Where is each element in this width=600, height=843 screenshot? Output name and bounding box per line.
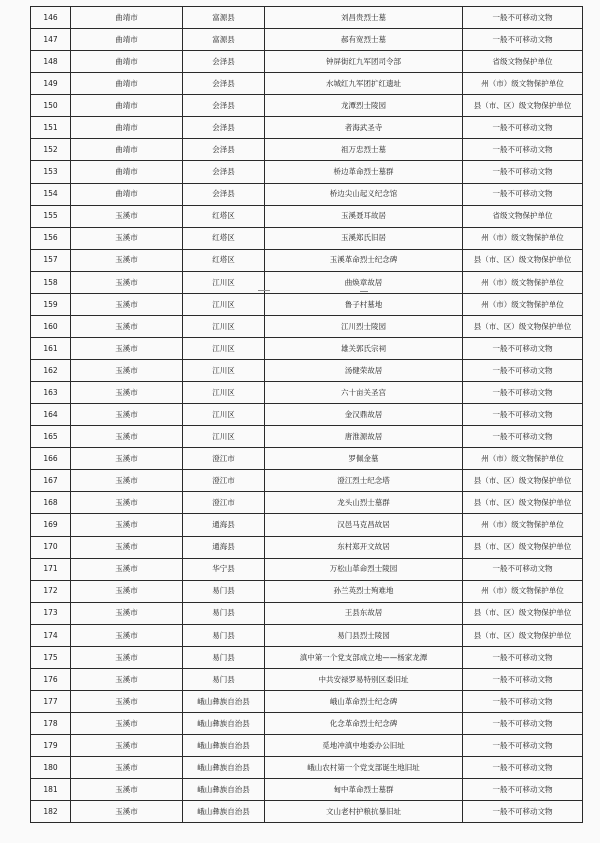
protection-level-cell: 一般不可移动文物 (463, 757, 583, 779)
site-name-cell: 峨山革命烈士纪念碑 (265, 690, 463, 712)
table-row (31, 492, 583, 514)
county-cell: 峨山彝族自治县 (183, 801, 265, 823)
scan-artifact-line (360, 291, 368, 292)
county-cell: 易门县 (183, 602, 265, 624)
city-cell: 玉溪市 (71, 271, 183, 293)
protection-level-cell: 县（市、区）级文物保护单位 (463, 470, 583, 492)
site-name-cell: 鲁子村墓地 (265, 293, 463, 315)
serial-number-cell: 153 (31, 161, 71, 183)
site-name-cell: 江川烈士陵园 (265, 315, 463, 337)
serial-number-cell: 174 (31, 624, 71, 646)
serial-number-cell: 161 (31, 337, 71, 359)
protection-level-cell: 一般不可移动文物 (463, 426, 583, 448)
table-row (31, 117, 583, 139)
table-row (31, 404, 583, 426)
county-cell: 峨山彝族自治县 (183, 690, 265, 712)
table-row (31, 293, 583, 315)
site-name-cell: 觅地冲滇中地委办公旧址 (265, 735, 463, 757)
protection-level-cell: 州（市）级文物保护单位 (463, 448, 583, 470)
serial-number-cell: 171 (31, 558, 71, 580)
city-cell: 曲靖市 (71, 183, 183, 205)
serial-number-cell: 168 (31, 492, 71, 514)
site-name-cell: 汤健荣故居 (265, 360, 463, 382)
serial-number-cell: 172 (31, 580, 71, 602)
county-cell: 江川区 (183, 382, 265, 404)
serial-number-cell: 160 (31, 315, 71, 337)
protection-level-cell: 州（市）级文物保护单位 (463, 73, 583, 95)
serial-number-cell: 173 (31, 602, 71, 624)
table-row (31, 315, 583, 337)
table-row (31, 801, 583, 823)
protection-level-cell: 一般不可移动文物 (463, 360, 583, 382)
county-cell: 通海县 (183, 536, 265, 558)
serial-number-cell: 158 (31, 271, 71, 293)
protection-level-cell: 一般不可移动文物 (463, 801, 583, 823)
protection-level-cell: 一般不可移动文物 (463, 161, 583, 183)
table-row (31, 337, 583, 359)
serial-number-cell: 147 (31, 29, 71, 51)
serial-number-cell: 166 (31, 448, 71, 470)
protection-level-cell: 县（市、区）级文物保护单位 (463, 536, 583, 558)
city-cell: 玉溪市 (71, 757, 183, 779)
protection-level-cell: 一般不可移动文物 (463, 7, 583, 29)
protection-level-cell: 州（市）级文物保护单位 (463, 293, 583, 315)
city-cell: 曲靖市 (71, 51, 183, 73)
serial-number-cell: 178 (31, 713, 71, 735)
serial-number-cell: 170 (31, 536, 71, 558)
serial-number-cell: 181 (31, 779, 71, 801)
serial-number-cell: 169 (31, 514, 71, 536)
city-cell: 曲靖市 (71, 161, 183, 183)
county-cell: 会泽县 (183, 95, 265, 117)
serial-number-cell: 162 (31, 360, 71, 382)
city-cell: 曲靖市 (71, 139, 183, 161)
table-row (31, 271, 583, 293)
site-name-cell: 王县东故居 (265, 602, 463, 624)
table-row (31, 205, 583, 227)
county-cell: 红塔区 (183, 205, 265, 227)
serial-number-cell: 182 (31, 801, 71, 823)
site-name-cell: 玉溪郑氏旧居 (265, 227, 463, 249)
city-cell: 玉溪市 (71, 227, 183, 249)
serial-number-cell: 175 (31, 646, 71, 668)
site-name-cell: 水城红九军团扩红遗址 (265, 73, 463, 95)
table-row (31, 139, 583, 161)
heritage-sites-table (30, 6, 583, 823)
protection-level-cell: 州（市）级文物保护单位 (463, 514, 583, 536)
table-row (31, 713, 583, 735)
city-cell: 玉溪市 (71, 337, 183, 359)
site-name-cell: 龙头山烈士墓群 (265, 492, 463, 514)
table-row (31, 448, 583, 470)
table-row (31, 183, 583, 205)
table-row (31, 646, 583, 668)
city-cell: 玉溪市 (71, 646, 183, 668)
site-name-cell: 易门县烈士陵园 (265, 624, 463, 646)
city-cell: 玉溪市 (71, 602, 183, 624)
city-cell: 玉溪市 (71, 426, 183, 448)
county-cell: 江川区 (183, 315, 265, 337)
site-name-cell: 汉邑马克昌故居 (265, 514, 463, 536)
city-cell: 玉溪市 (71, 801, 183, 823)
site-name-cell: 文山老村护粮抗暴旧址 (265, 801, 463, 823)
county-cell: 江川区 (183, 271, 265, 293)
protection-level-cell: 县（市、区）级文物保护单位 (463, 95, 583, 117)
serial-number-cell: 176 (31, 668, 71, 690)
table-row (31, 382, 583, 404)
table-row (31, 779, 583, 801)
site-name-cell: 玉溪革命烈士纪念碑 (265, 249, 463, 271)
county-cell: 峨山彝族自治县 (183, 735, 265, 757)
site-name-cell: 化念革命烈士纪念碑 (265, 713, 463, 735)
site-name-cell: 雄关郭氏宗祠 (265, 337, 463, 359)
city-cell: 玉溪市 (71, 580, 183, 602)
city-cell: 玉溪市 (71, 249, 183, 271)
protection-level-cell: 一般不可移动文物 (463, 779, 583, 801)
serial-number-cell: 150 (31, 95, 71, 117)
protection-level-cell: 县（市、区）级文物保护单位 (463, 249, 583, 271)
table-row (31, 227, 583, 249)
table-row (31, 757, 583, 779)
serial-number-cell: 152 (31, 139, 71, 161)
table-row (31, 580, 583, 602)
city-cell: 曲靖市 (71, 7, 183, 29)
county-cell: 易门县 (183, 624, 265, 646)
site-name-cell: 玉溪聂耳故居 (265, 205, 463, 227)
protection-level-cell: 省级文物保护单位 (463, 51, 583, 73)
protection-level-cell: 一般不可移动文物 (463, 337, 583, 359)
city-cell: 玉溪市 (71, 624, 183, 646)
county-cell: 澄江市 (183, 448, 265, 470)
city-cell: 玉溪市 (71, 558, 183, 580)
site-name-cell: 东村郑开文故居 (265, 536, 463, 558)
serial-number-cell: 154 (31, 183, 71, 205)
protection-level-cell: 一般不可移动文物 (463, 404, 583, 426)
table-row (31, 558, 583, 580)
serial-number-cell: 146 (31, 7, 71, 29)
protection-level-cell: 一般不可移动文物 (463, 183, 583, 205)
county-cell: 会泽县 (183, 51, 265, 73)
serial-number-cell: 179 (31, 735, 71, 757)
table-row (31, 426, 583, 448)
site-name-cell: 钟屏街红九军团司令部 (265, 51, 463, 73)
county-cell: 澄江市 (183, 470, 265, 492)
serial-number-cell: 163 (31, 382, 71, 404)
table-row (31, 624, 583, 646)
county-cell: 澄江市 (183, 492, 265, 514)
protection-level-cell: 一般不可移动文物 (463, 139, 583, 161)
city-cell: 玉溪市 (71, 470, 183, 492)
serial-number-cell: 165 (31, 426, 71, 448)
city-cell: 曲靖市 (71, 117, 183, 139)
city-cell: 玉溪市 (71, 492, 183, 514)
county-cell: 易门县 (183, 646, 265, 668)
site-name-cell: 者海武圣寺 (265, 117, 463, 139)
site-name-cell: 六十亩关圣宫 (265, 382, 463, 404)
site-name-cell: 唐淮源故居 (265, 426, 463, 448)
scan-artifact-line (258, 290, 270, 291)
county-cell: 江川区 (183, 426, 265, 448)
city-cell: 曲靖市 (71, 73, 183, 95)
protection-level-cell: 县（市、区）级文物保护单位 (463, 602, 583, 624)
city-cell: 玉溪市 (71, 713, 183, 735)
county-cell: 江川区 (183, 293, 265, 315)
serial-number-cell: 148 (31, 51, 71, 73)
site-name-cell: 龙潭烈士陵园 (265, 95, 463, 117)
county-cell: 会泽县 (183, 183, 265, 205)
table-row (31, 470, 583, 492)
protection-level-cell: 一般不可移动文物 (463, 646, 583, 668)
protection-level-cell: 一般不可移动文物 (463, 382, 583, 404)
serial-number-cell: 180 (31, 757, 71, 779)
city-cell: 玉溪市 (71, 690, 183, 712)
table-row (31, 29, 583, 51)
site-name-cell: 罗佩金墓 (265, 448, 463, 470)
county-cell: 江川区 (183, 360, 265, 382)
site-name-cell: 澄江烈士纪念塔 (265, 470, 463, 492)
county-cell: 会泽县 (183, 161, 265, 183)
county-cell: 通海县 (183, 514, 265, 536)
table-row (31, 7, 583, 29)
site-name-cell: 峨山农村第一个党支部诞生地旧址 (265, 757, 463, 779)
county-cell: 华宁县 (183, 558, 265, 580)
site-name-cell: 滇中第一个党支部成立地——杨家龙潭 (265, 646, 463, 668)
serial-number-cell: 151 (31, 117, 71, 139)
county-cell: 会泽县 (183, 139, 265, 161)
county-cell: 会泽县 (183, 73, 265, 95)
site-name-cell: 中共安禄罗易特别区委旧址 (265, 668, 463, 690)
protection-level-cell: 州（市）级文物保护单位 (463, 580, 583, 602)
county-cell: 红塔区 (183, 249, 265, 271)
protection-level-cell: 一般不可移动文物 (463, 558, 583, 580)
protection-level-cell: 一般不可移动文物 (463, 713, 583, 735)
table-row (31, 73, 583, 95)
city-cell: 玉溪市 (71, 735, 183, 757)
serial-number-cell: 157 (31, 249, 71, 271)
table-row (31, 602, 583, 624)
site-name-cell: 桥边革命烈士墓群 (265, 161, 463, 183)
table-row (31, 668, 583, 690)
site-name-cell: 祖万忠烈士墓 (265, 139, 463, 161)
serial-number-cell: 167 (31, 470, 71, 492)
site-name-cell: 万松山革命烈士陵园 (265, 558, 463, 580)
protection-level-cell: 县（市、区）级文物保护单位 (463, 315, 583, 337)
serial-number-cell: 164 (31, 404, 71, 426)
city-cell: 玉溪市 (71, 315, 183, 337)
protection-level-cell: 一般不可移动文物 (463, 690, 583, 712)
table-row (31, 690, 583, 712)
table-row (31, 536, 583, 558)
site-name-cell: 郝有宽烈士墓 (265, 29, 463, 51)
city-cell: 玉溪市 (71, 536, 183, 558)
city-cell: 玉溪市 (71, 668, 183, 690)
city-cell: 玉溪市 (71, 448, 183, 470)
site-name-cell: 曲焕章故居 (265, 271, 463, 293)
city-cell: 玉溪市 (71, 382, 183, 404)
protection-level-cell: 一般不可移动文物 (463, 29, 583, 51)
site-name-cell: 孙兰英烈士殉难地 (265, 580, 463, 602)
county-cell: 江川区 (183, 337, 265, 359)
county-cell: 江川区 (183, 404, 265, 426)
table-row (31, 249, 583, 271)
table-row (31, 95, 583, 117)
city-cell: 玉溪市 (71, 205, 183, 227)
protection-level-cell: 一般不可移动文物 (463, 668, 583, 690)
site-name-cell: 金汉鼎故居 (265, 404, 463, 426)
table-row (31, 360, 583, 382)
city-cell: 玉溪市 (71, 779, 183, 801)
serial-number-cell: 177 (31, 690, 71, 712)
city-cell: 曲靖市 (71, 29, 183, 51)
county-cell: 峨山彝族自治县 (183, 713, 265, 735)
protection-level-cell: 一般不可移动文物 (463, 735, 583, 757)
protection-level-cell: 县（市、区）级文物保护单位 (463, 624, 583, 646)
city-cell: 玉溪市 (71, 404, 183, 426)
county-cell: 峨山彝族自治县 (183, 757, 265, 779)
county-cell: 会泽县 (183, 117, 265, 139)
county-cell: 易门县 (183, 668, 265, 690)
county-cell: 峨山彝族自治县 (183, 779, 265, 801)
county-cell: 红塔区 (183, 227, 265, 249)
site-name-cell: 桥边尖山起义纪念馆 (265, 183, 463, 205)
protection-level-cell: 州（市）级文物保护单位 (463, 227, 583, 249)
serial-number-cell: 155 (31, 205, 71, 227)
city-cell: 玉溪市 (71, 293, 183, 315)
county-cell: 易门县 (183, 580, 265, 602)
site-name-cell: 甸中革命烈士墓群 (265, 779, 463, 801)
table-row (31, 514, 583, 536)
city-cell: 玉溪市 (71, 360, 183, 382)
county-cell: 富源县 (183, 7, 265, 29)
table-row (31, 161, 583, 183)
protection-level-cell: 县（市、区）级文物保护单位 (463, 492, 583, 514)
table-body (31, 7, 583, 823)
serial-number-cell: 159 (31, 293, 71, 315)
serial-number-cell: 149 (31, 73, 71, 95)
city-cell: 玉溪市 (71, 514, 183, 536)
city-cell: 曲靖市 (71, 95, 183, 117)
protection-level-cell: 省级文物保护单位 (463, 205, 583, 227)
protection-level-cell: 州（市）级文物保护单位 (463, 271, 583, 293)
county-cell: 富源县 (183, 29, 265, 51)
serial-number-cell: 156 (31, 227, 71, 249)
protection-level-cell: 一般不可移动文物 (463, 117, 583, 139)
site-name-cell: 刘昌贵烈士墓 (265, 7, 463, 29)
table-row (31, 735, 583, 757)
table-row (31, 51, 583, 73)
